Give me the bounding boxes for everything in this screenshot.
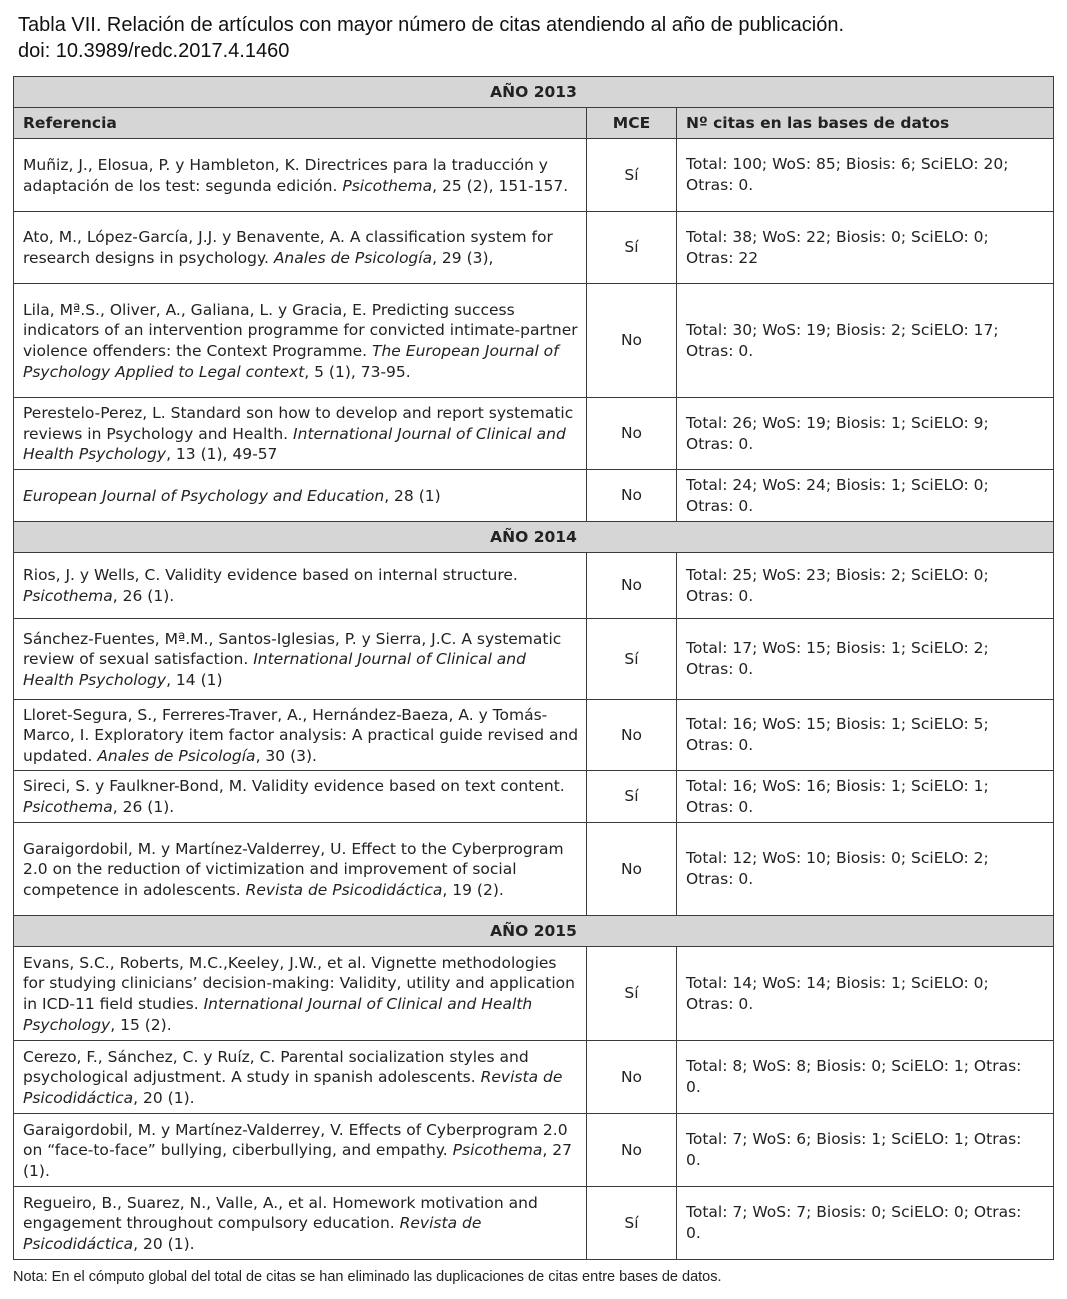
reference-cell	[14, 823, 587, 916]
mce-cell: Sí	[587, 139, 677, 212]
year-row-2013	[14, 77, 1054, 108]
reference-cell	[14, 1114, 587, 1187]
citations-cell: Total: 26; WoS: 19; Biosis: 1; SciELO: 9; Otras: 0.	[677, 398, 1054, 470]
year-label: AÑO 2013	[14, 77, 1054, 108]
reference-volume: , 30 (3).	[255, 746, 317, 765]
year-label: AÑO 2014	[14, 522, 1054, 553]
reference-cell	[14, 139, 587, 212]
reference-volume: , 15 (2).	[110, 1015, 172, 1034]
reference-journal: Revista de Psicodidáctica	[23, 1214, 482, 1253]
mce-cell: No	[587, 284, 677, 398]
reference-text: Garaigordobil, M. y Martínez-Valderrey, V. Effects of Cyberprogram 2.0 on “face-to-face” bullying, ciberbullying, and empathy.	[23, 1120, 568, 1160]
mce-cell: No	[587, 470, 677, 522]
year-row-2015	[14, 916, 1054, 947]
mce-cell: No	[587, 1041, 677, 1114]
citations-cell: Total: 30; WoS: 19; Biosis: 2; SciELO: 17; Otras: 0.	[677, 284, 1054, 398]
reference-text: Sireci, S. y Faulkner-Bond, M. Validity evidence based on text content.	[23, 777, 565, 796]
reference-journal: International Journal of Clinical and Health Psychology	[23, 995, 533, 1034]
table-row	[14, 1041, 1054, 1114]
table-row	[14, 470, 1054, 522]
table-row	[14, 947, 1054, 1041]
table-row	[14, 553, 1054, 619]
reference-journal: Revista de Psicodidáctica	[245, 880, 443, 899]
header-citas: Nº citas en las bases de datos	[677, 108, 1054, 139]
reference-volume: , 20 (1).	[133, 1234, 195, 1253]
year-label: AÑO 2015	[14, 916, 1054, 947]
reference-cell	[14, 771, 587, 823]
citations-cell: Total: 25; WoS: 23; Biosis: 2; SciELO: 0; Otras: 0.	[677, 553, 1054, 619]
mce-cell: Sí	[587, 947, 677, 1041]
citations-cell: Total: 38; WoS: 22; Biosis: 0; SciELO: 0; Otras: 22	[677, 212, 1054, 284]
reference-journal: The European Journal of Psychology Applied to Legal context	[23, 342, 559, 381]
reference-volume: , 26 (1).	[112, 798, 175, 816]
reference-journal: Psicothema	[23, 798, 113, 816]
table-row	[14, 139, 1054, 212]
mce-cell: No	[587, 1114, 677, 1187]
mce-cell: Sí	[587, 212, 677, 284]
reference-journal: Revista de Psicodidáctica	[23, 1068, 563, 1107]
reference-text: Rios, J. y Wells, C. Validity evidence based on internal structure.	[23, 566, 518, 585]
reference-volume: , 27 (1).	[23, 1141, 572, 1180]
reference-volume: , 19 (2).	[442, 880, 504, 899]
year-row-2014	[14, 522, 1054, 553]
reference-cell	[14, 284, 587, 398]
reference-text: Perestelo-Perez, L. Standard son how to develop and report systematic reviews in Psychology and Health.	[23, 404, 574, 443]
mce-cell: No	[587, 823, 677, 916]
reference-cell	[14, 553, 587, 619]
reference-text: Evans, S.C., Roberts, M.C.,Keeley, J.W., et al. Vignette methodologies for studying clinicians’ decision-making: Validity, utility and application in ICD-11 field studies.	[23, 953, 575, 1013]
table-row	[14, 619, 1054, 700]
mce-cell: No	[587, 553, 677, 619]
reference-journal: Psicothema	[23, 587, 113, 605]
reference-text: Sánchez-Fuentes, Mª.M., Santos-Iglesias, P. y Sierra, J.C. A systematic review of sexual satisfaction.	[23, 629, 562, 669]
caption-doi: doi: 10.3989/redc.2017.4.1460	[18, 40, 290, 62]
reference-journal: International Journal of Clinical and Health Psychology	[23, 424, 566, 464]
citations-cell: Total: 7; WoS: 7; Biosis: 0; SciELO: 0; Otras: 0.	[677, 1187, 1054, 1260]
reference-volume: , 20 (1).	[133, 1088, 195, 1107]
reference-volume: , 26 (1).	[112, 587, 175, 605]
reference-cell	[14, 470, 587, 522]
reference-journal: Psicothema	[452, 1141, 543, 1160]
reference-cell	[14, 947, 587, 1041]
citations-cell: Total: 16; WoS: 15; Biosis: 1; SciELO: 5; Otras: 0.	[677, 700, 1054, 771]
table-row	[14, 823, 1054, 916]
reference-text: Cerezo, F., Sánchez, C. y Ruíz, C. Parental socialization styles and psychological adjustment. A study in spanish adolescents.	[23, 1047, 529, 1087]
reference-cell	[14, 212, 587, 284]
reference-journal: European Journal of Psychology and Education	[23, 486, 385, 505]
reference-text: Muñiz, J., Elosua, P. y Hambleton, K. Directrices para la traducción y adaptación de los test: segunda edición.	[23, 155, 548, 195]
citations-table	[13, 76, 1054, 1260]
reference-cell	[14, 1187, 587, 1260]
header-referencia: Referencia	[14, 108, 587, 139]
reference-text: Regueiro, B., Suarez, N., Valle, A., et al. Homework motivation and engagement throughout compulsory education.	[23, 1193, 538, 1233]
table-row	[14, 398, 1054, 470]
reference-volume: , 5 (1), 73-95.	[304, 362, 411, 381]
reference-volume: , 14 (1)	[166, 670, 223, 689]
citations-cell: Total: 24; WoS: 24; Biosis: 1; SciELO: 0; Otras: 0.	[677, 470, 1054, 522]
table-row	[14, 212, 1054, 284]
reference-volume: , 29 (3),	[432, 249, 494, 267]
reference-text: Ato, M., López-García, J.J. y Benavente, A. A classification system for research designs in psychology.	[23, 228, 553, 267]
table-row	[14, 284, 1054, 398]
table-row	[14, 1114, 1054, 1187]
table-note: Nota: En el cómputo global del total de citas se han eliminado las duplicaciones de citas entre bases de datos.	[13, 1269, 722, 1285]
citations-cell: Total: 16; WoS: 16; Biosis: 1; SciELO: 1; Otras: 0.	[677, 771, 1054, 823]
citations-cell: Total: 14; WoS: 14; Biosis: 1; SciELO: 0; Otras: 0.	[677, 947, 1054, 1041]
reference-text: Lila, Mª.S., Oliver, A., Galiana, L. y Gracia, E. Predicting success indicators of an intervention programme for convicted intimate-partner violence offenders: the Context Programme.	[23, 300, 578, 360]
reference-text: Lloret-Segura, S., Ferreres-Traver, A., Hernández-Baeza, A. y Tomás-Marco, I. Exploratory item factor analysis: A practical guide revised and updated.	[23, 705, 579, 765]
reference-text: Garaigordobil, M. y Martínez-Valderrey, U. Effect to the Cyberprogram 2.0 on the reduction of victimization and improvement of social competence in adolescents.	[23, 839, 564, 899]
citations-cell: Total: 7; WoS: 6; Biosis: 1; SciELO: 1; Otras: 0.	[677, 1114, 1054, 1187]
reference-volume: , 28 (1)	[384, 486, 441, 505]
citations-cell: Total: 12; WoS: 10; Biosis: 0; SciELO: 2; Otras: 0.	[677, 823, 1054, 916]
reference-volume: , 13 (1), 49-57	[166, 445, 278, 464]
table-row	[14, 1187, 1054, 1260]
reference-journal: Anales de Psicología	[273, 249, 433, 267]
reference-journal: Psicothema	[342, 176, 433, 195]
table-row	[14, 700, 1054, 771]
reference-cell	[14, 619, 587, 700]
mce-cell: Sí	[587, 771, 677, 823]
mce-cell: Sí	[587, 1187, 677, 1260]
header-row	[14, 108, 1054, 139]
table-row	[14, 771, 1054, 823]
reference-cell	[14, 700, 587, 771]
reference-cell	[14, 1041, 587, 1114]
citations-cell: Total: 8; WoS: 8; Biosis: 0; SciELO: 1; Otras: 0.	[677, 1041, 1054, 1114]
reference-journal: International Journal of Clinical and Health Psychology	[23, 650, 526, 689]
citations-cell: Total: 100; WoS: 85; Biosis: 6; SciELO: 20; Otras: 0.	[677, 139, 1054, 212]
reference-cell	[14, 398, 587, 470]
header-mce: MCE	[587, 108, 677, 139]
mce-cell: No	[587, 700, 677, 771]
reference-journal: Anales de Psicología	[97, 746, 256, 765]
reference-volume: , 25 (2), 151-157.	[432, 176, 569, 195]
citations-cell: Total: 17; WoS: 15; Biosis: 1; SciELO: 2; Otras: 0.	[677, 619, 1054, 700]
mce-cell: Sí	[587, 619, 677, 700]
caption-title: Tabla VII. Relación de artículos con mayor número de citas atendiendo al año de publicación.	[18, 14, 845, 36]
table-caption	[18, 12, 1058, 64]
mce-cell: No	[587, 398, 677, 470]
